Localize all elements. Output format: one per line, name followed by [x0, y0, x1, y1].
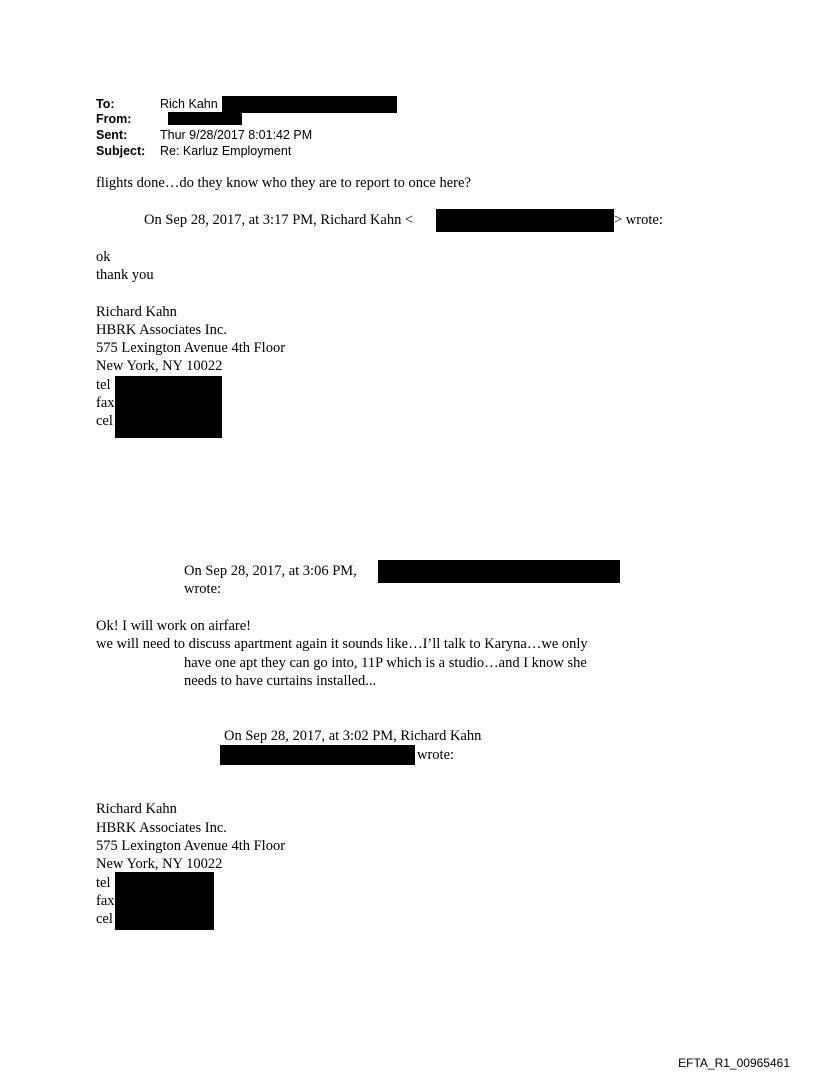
reply-flights: flights done…do they know who they are to report to once here? — [96, 175, 471, 191]
reply-apartment-l1: we will need to discuss apartment again it sounds like…I’ll talk to Karyna…we only — [96, 636, 588, 652]
redaction-sig2-phones — [115, 872, 214, 930]
sig1-cel: cel — [96, 413, 113, 429]
sig2-name: Richard Kahn — [96, 801, 177, 817]
reply-apartment-l3: needs to have curtains installed... — [184, 673, 377, 689]
to-label: To: — [96, 97, 115, 111]
redaction-from — [168, 112, 242, 125]
sig1-address1: 575 Lexington Avenue 4th Floor — [96, 340, 286, 356]
subject-value: Re: Karluz Employment — [160, 144, 292, 158]
document-id: EFTA_R1_00965461 — [678, 1056, 790, 1070]
sig1-company: HBRK Associates Inc. — [96, 322, 227, 338]
sig2-fax: fax — [96, 893, 115, 909]
subject-label: Subject: — [96, 144, 146, 158]
quote-header-1-suffix: > wrote: — [614, 212, 663, 228]
quote-header-3: On Sep 28, 2017, at 3:02 PM, Richard Kahn — [224, 728, 482, 744]
from-label: From: — [96, 112, 132, 126]
redaction-quote2-sender — [378, 560, 620, 583]
sig1-name: Richard Kahn — [96, 304, 177, 320]
sig2-address1: 575 Lexington Avenue 4th Floor — [96, 838, 286, 854]
redaction-to-email — [222, 96, 397, 113]
sig1-fax: fax — [96, 395, 115, 411]
quote-header-2-suffix: wrote: — [184, 581, 222, 597]
reply-thanks: thank you — [96, 267, 154, 283]
sent-label: Sent: — [96, 128, 128, 142]
quote-header-1: On Sep 28, 2017, at 3:17 PM, Richard Kahn < — [144, 212, 414, 228]
redaction-quote3-email — [220, 745, 415, 765]
redaction-quote1-email — [436, 209, 614, 232]
sig2-address2: New York, NY 10022 — [96, 856, 223, 872]
sig1-tel: tel — [96, 377, 111, 393]
quote-header-3-suffix: wrote: — [417, 747, 455, 763]
reply-ok: ok — [96, 249, 111, 265]
to-value: Rich Kahn — [160, 97, 218, 111]
sig2-cel: cel — [96, 911, 113, 927]
sent-value: Thur 9/28/2017 8:01:42 PM — [160, 128, 313, 142]
reply-airfare: Ok! I will work on airfare! — [96, 618, 252, 634]
sig2-company: HBRK Associates Inc. — [96, 820, 227, 836]
reply-apartment-l2: have one apt they can go into, 11P which is a studio…and I know she — [184, 655, 587, 671]
quote-header-2: On Sep 28, 2017, at 3:06 PM, — [184, 563, 357, 579]
sig2-tel: tel — [96, 875, 111, 891]
redaction-sig1-phones — [115, 376, 222, 438]
sig1-address2: New York, NY 10022 — [96, 358, 223, 374]
